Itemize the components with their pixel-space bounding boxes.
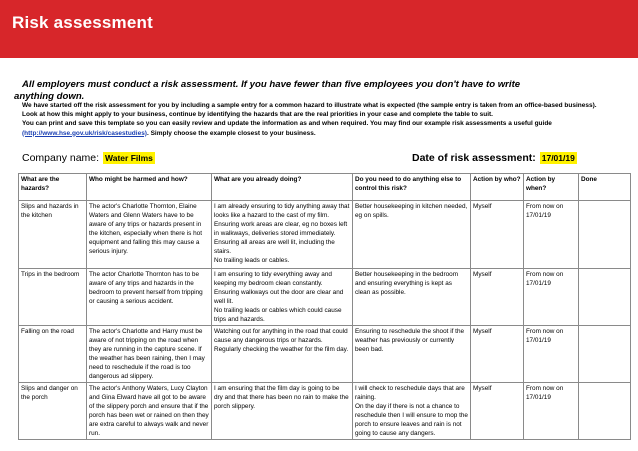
cell-hazard[interactable]: Falling on the road bbox=[19, 326, 87, 383]
cell-who[interactable]: The actor Charlotte Thornton has to be aware of any trips and hazards in the bedroom to prevent herself from tripping or causing a serious accident. bbox=[87, 269, 212, 326]
cell-done[interactable] bbox=[579, 201, 631, 269]
cell-by-who[interactable]: Myself bbox=[471, 383, 524, 440]
table-row bbox=[19, 201, 631, 269]
cell-by-when[interactable]: From now on 17/01/19 bbox=[524, 326, 579, 383]
notice-line-1: All employers must conduct a risk assessment. If you have fewer than five employees you don't have to write bbox=[22, 79, 521, 90]
cell-by-when[interactable]: From now on 17/01/19 bbox=[524, 201, 579, 269]
employer-notice bbox=[14, 79, 622, 103]
table-row bbox=[19, 269, 631, 326]
title-banner bbox=[0, 0, 638, 58]
header-hazards: What are the hazards? bbox=[19, 174, 87, 201]
assessment-date-value[interactable]: 17/01/19 bbox=[541, 153, 575, 163]
assessment-date-field bbox=[412, 150, 577, 166]
company-name-label: Company name: bbox=[22, 152, 100, 164]
company-name-value[interactable]: Water Films bbox=[105, 153, 153, 163]
cell-done[interactable] bbox=[579, 326, 631, 383]
cell-who[interactable]: The actor's Anthony Waters, Lucy Clayton and Gina Elward have all got to be aware of the slippery porch and ensure that if the porch has been wet or rained on then they are extra careful to always walk and never run. bbox=[87, 383, 212, 440]
notice-line-2: anything down. bbox=[14, 91, 85, 102]
intro-paragraph-1: We have started off the risk assessment for you by including a sample entry for a common hazard to illustrate what is expected (the sample entry is taken from an office-based business). bbox=[22, 102, 597, 109]
cell-else[interactable]: Better housekeeping in the bedroom and ensuring everything is kept as clean as possible. bbox=[353, 269, 471, 326]
cell-done[interactable] bbox=[579, 383, 631, 440]
intro-paragraph-4 bbox=[22, 129, 630, 138]
header-action-by-who: Action by who? bbox=[471, 174, 524, 201]
header-anything-else: Do you need to do anything else to control this risk? bbox=[353, 174, 471, 201]
cell-doing[interactable]: Watching out for anything in the road that could cause any dangerous trips or hazards. Regularly checking the weather for the film day. bbox=[212, 326, 353, 383]
casestudies-link[interactable]: (http://www.hse.gov.uk/risk/casestudies) bbox=[22, 129, 147, 137]
assessment-date-label: Date of risk assessment: bbox=[412, 152, 536, 164]
cell-by-who[interactable]: Myself bbox=[471, 326, 524, 383]
cell-doing[interactable]: I am ensuring to tidy everything away and keeping my bedroom clean constantly. Ensuring walkways out the door are clear and well lit. No trailing leads or cables which could cause trips and hazards. bbox=[212, 269, 353, 326]
header-already-doing: What are you already doing? bbox=[212, 174, 353, 201]
cell-else[interactable]: Better housekeeping in kitchen needed, eg on spills. bbox=[353, 201, 471, 269]
cell-by-when[interactable]: From now on 17/01/19 bbox=[524, 269, 579, 326]
cell-doing[interactable]: I am ensuring that the film day is going to be dry and that there has been no rain to make the porch slippery. bbox=[212, 383, 353, 440]
header-done: Done bbox=[579, 174, 631, 201]
cell-by-who[interactable]: Myself bbox=[471, 201, 524, 269]
cell-else[interactable]: I will check to reschedule days that are raining. On the day if there is not a chance to reschedule then I will ensure to mop the porch to ensure leaves and rain is not going to cause any dangers. bbox=[353, 383, 471, 440]
cell-by-who[interactable]: Myself bbox=[471, 269, 524, 326]
header-action-by-when: Action by when? bbox=[524, 174, 579, 201]
intro-text bbox=[22, 101, 630, 138]
intro-link-suffix: . Simply choose the example closest to your business. bbox=[146, 129, 316, 137]
table-row bbox=[19, 383, 631, 440]
cell-by-when[interactable]: From now on 17/01/19 bbox=[524, 383, 579, 440]
header-who-harmed: Who might be harmed and how? bbox=[87, 174, 212, 201]
intro-paragraph-3: You can print and save this template so you can easily review and update the information as and when required. You may find our example risk assessments a useful guide bbox=[22, 120, 552, 128]
intro-paragraph-2: Look at how this might apply to your business, continue by identifying the hazards that are the real priorities in your case and complete the table to suit. bbox=[22, 111, 493, 119]
cell-hazard[interactable]: Slips and hazards in the kitchen bbox=[19, 201, 87, 269]
company-name-field bbox=[22, 150, 155, 166]
cell-doing[interactable]: I am already ensuring to tidy anything away that looks like a hazard to the cast of my film. Ensuring work areas are clear, eg no boxes left in walkways, deliveries stored immediately. Ensuring all areas are well lit, including the stairs. No trailing leads or cables. bbox=[212, 201, 353, 269]
page-title: Risk assessment bbox=[12, 13, 153, 32]
cell-else[interactable]: Ensuring to reschedule the shoot if the weather has previously or currently been bad. bbox=[353, 326, 471, 383]
cell-hazard[interactable]: Slips and danger on the porch bbox=[19, 383, 87, 440]
risk-table bbox=[18, 173, 631, 440]
cell-who[interactable]: The actor's Charlotte and Harry must be aware of not tripping on the road when they are running in the capture scene. If the weather has been raining, then I may need to reschedule if the road is too dangerous ad slippery. bbox=[87, 326, 212, 383]
cell-who[interactable]: The actor's Charlotte Thornton, Elaine Waters and Glenn Waters have to be aware of any trips or hazards present in the kitchen, especially when there is hot equipment and falling this may cause a serious injury. bbox=[87, 201, 212, 269]
cell-done[interactable] bbox=[579, 269, 631, 326]
cell-hazard[interactable]: Trips in the bedroom bbox=[19, 269, 87, 326]
table-header-row bbox=[19, 174, 631, 201]
table-row bbox=[19, 326, 631, 383]
